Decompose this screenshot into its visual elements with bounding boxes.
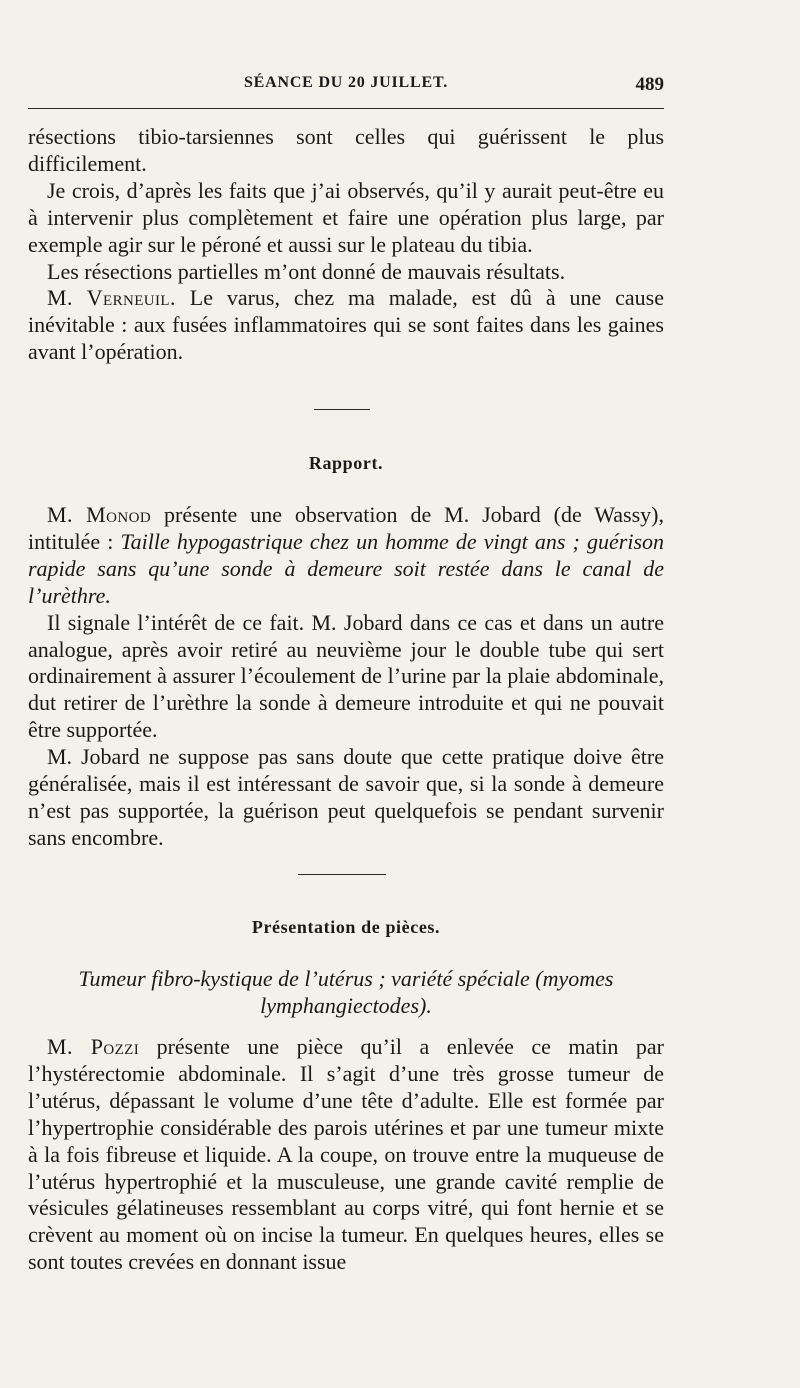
- running-head: [28, 74, 664, 98]
- pozzi-section: [28, 1034, 664, 1276]
- speaker-pozzi: M. Pozzi: [47, 1034, 140, 1059]
- paragraph-verneuil: [28, 285, 664, 366]
- paragraph-resections-partielles: Les résections partielles m’ont donné de mauvais résultats.: [47, 258, 566, 284]
- running-title: SÉANCE DU 20 JUILLET.: [243, 74, 449, 91]
- presentation-subtitle-line-2: lymphangiectodes).: [260, 993, 432, 1018]
- paragraph-jobard: M. Jobard ne suppose pas sans doute que cette pratique doive être généralisée, mais il est intéressant de savoir que, si la sonde à demeure n’est pas supportée, la guérison peut quelquefois se pendant survenir sans encombre.: [28, 744, 664, 850]
- paragraph-resections: résections tibio-tarsiennes sont celles qui guérissent le plus difficilement.: [28, 124, 664, 176]
- verneuil-text: Le varus, chez ma malade, est dû à une cause inévitable : aux fusées inflammatoires qui se sont faites dans les gaines avant l’opération.: [28, 285, 664, 365]
- header-rule: [28, 108, 664, 109]
- section-continuation: [28, 124, 664, 366]
- rapport-heading: Rapport.: [308, 453, 384, 473]
- pozzi-text: présente une pièce qu’il a enlevée ce matin par l’hystérectomie abdominale. Il s’agit d’une très grosse tumeur de l’utérus, dépassant le volume d’une tête d’adulte. Elle est formée par l’hypertrophie considérable des parois utérines et par une tumeur mixte à la fois fibreuse et liquide. A la coupe, on trouve entre la muqueuse de l’utérus hypertrophié et la musculeuse, une grande cavité remplie de vésicules gélatineuses ressemblant au corps vitré, qui font hernie et se crèvent au moment où on incise la tumeur. En quelques heures, elles se sont toutes crevées en donnant issue: [28, 1034, 664, 1275]
- monod-intro: présente une observation de M. Jobard (de Wassy), intitulée :: [28, 502, 665, 554]
- separator-rule-1: [314, 409, 370, 410]
- presentation-heading: Présentation de pièces.: [251, 917, 441, 937]
- speaker-monod: M. Monod: [47, 502, 152, 527]
- paragraph-je-crois: Je crois, d’après les faits que j’ai observés, qu’il y aurait peut-être eu à intervenir plus complètement et faire une opération plus large, par exemple agir sur le péroné et aussi sur le plateau du tibia.: [28, 177, 664, 257]
- speaker-verneuil: M. Verneuil.: [47, 285, 176, 311]
- paragraph-monod: [28, 502, 664, 610]
- presentation-subtitle-line-1: Tumeur fibro-kystique de l’utérus ; variété spéciale (myomes: [78, 966, 614, 991]
- page-number: 489: [635, 74, 664, 95]
- paragraph-pozzi: [28, 1034, 664, 1276]
- observation-title: Taille hypogastrique chez un homme de vingt ans ; guérison rapide sans qu’une sonde à demeure soit restée dans le canal de l’urèthre.: [28, 528, 665, 608]
- paragraph-interet: Il signale l’intérêt de ce fait. M. Jobard dans ce cas et dans un autre analogue, après avoir retiré au neuvième jour le double tube qui sert ordinairement à assurer l’écoulement de l’urine par la plaie abdominale, dut retirer de l’urèthre la sonde à demeure introduite et qui ne pouvait être supportée.: [28, 609, 664, 743]
- rapport-section: [28, 502, 664, 852]
- separator-rule-2: [298, 874, 386, 875]
